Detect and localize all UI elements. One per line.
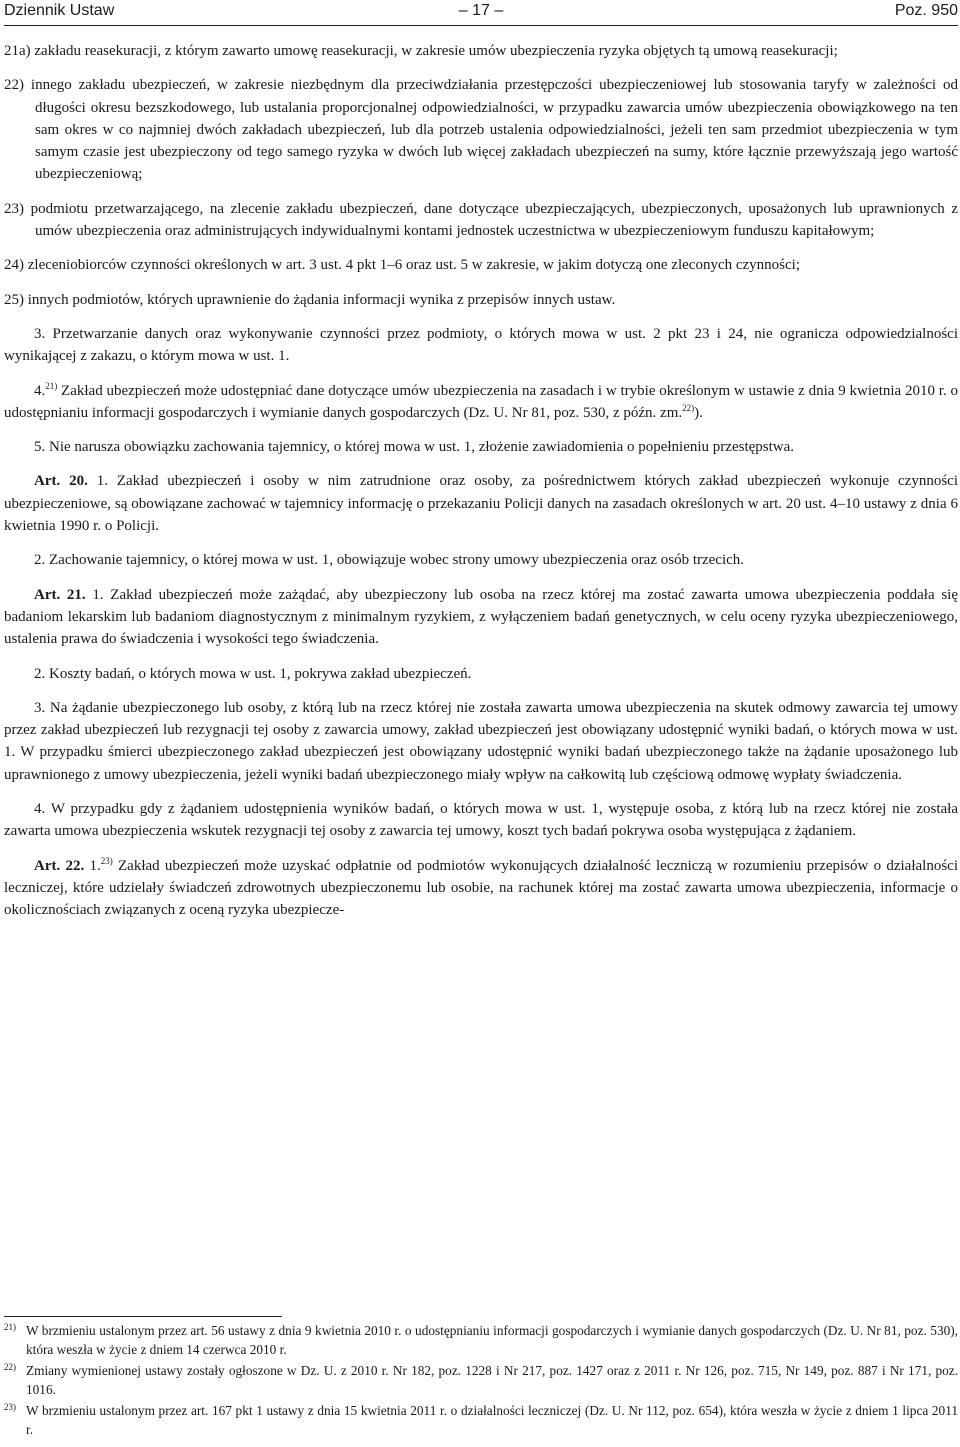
list-item-23: 23) podmiotu przetwarzającego, na zlecenie zakładu ubezpieczeń, dane dotyczące ubezpieczających, ubezpieczonych, uposażonych lub uprawnionych z umów ubezpieczenia oraz administrujących indywidualnymi kontami jednostek uczestnictwa w ubezpieczeniowym funduszu kapitałowym; — [4, 200, 958, 240]
footnotes — [4, 1322, 958, 1442]
article-22-number: 1. — [84, 857, 101, 874]
journal-name: Dziennik Ustaw — [4, 2, 115, 19]
paragraph-4 — [4, 380, 958, 425]
footnote-ref-23: 23) — [100, 855, 113, 866]
footnote-text: W brzmieniu ustalonym przez art. 167 pkt 1 ustawy z dnia 15 kwietnia 2011 r. o działalności leczniczej (Dz. U. Nr 112, poz. 654), która weszła w życie z dniem 1 lipca 2011 r. — [26, 1403, 958, 1437]
footnote-text: Zmiany wymienionej ustawy zostały ogłoszone w Dz. U. z 2010 r. Nr 182, poz. 1228 i Nr 217, poz. 1427 oraz z 2011 r. Nr 126, poz. 715, Nr 149, poz. 887 i Nr 171, poz. 1016. — [26, 1363, 958, 1397]
list-item-22: 22) innego zakładu ubezpieczeń, w zakresie niezbędnym dla przeciwdziałania przestępczości ubezpieczeniowej lub stosowania taryfy w zależności od długości okresu bezszkodowego, lub ustalania proporcjonalnej odpowiedzialności, w przypadku zawarcia umów ubezpieczenia obowiązkowego na ten sam okres w co najmniej dwóch zakładach ubezpieczeń, lub dla potrzeb ustalenia odpowiedzialności, jeżeli ten sam przedmiot ubezpieczenia w tym samym czasie jest ubezpieczony od tego samego ryzyka w dwóch lub więcej zakładach ubezpieczeń na sumy, które łącznie przewyższają jego wartość ubezpieczeniową; — [4, 77, 958, 183]
footnote-21: 21) W brzmieniu ustalonym przez art. 56 ustawy z dnia 9 kwietnia 2010 r. o udostępnianiu informacji gospodarczych i wymianie danych gospodarczych (Dz. U. Nr 81, poz. 530), która weszła w życie z dniem 14 czerwca 2010 r. — [4, 1322, 958, 1357]
article-20-label: Art. 20. — [34, 473, 88, 490]
footnote-22: 22) Zmiany wymienionej ustawy zostały ogłoszone w Dz. U. z 2010 r. Nr 182, poz. 1228 i Nr 217, poz. 1427 oraz z 2011 r. Nr 126, poz. 715, Nr 149, poz. 887 i Nr 171, poz. 1016. — [4, 1362, 958, 1397]
paragraph-4-end: ). — [694, 404, 703, 421]
paragraph-4-number: 4. — [34, 382, 46, 399]
list-item-21a: 21a) zakładu reasekuracji, z którym zawarto umowę reasekuracji, w zakresie umów ubezpieczenia ryzyka objętych tą umową reasekuracji; — [4, 43, 838, 59]
article-21-text: 1. Zakład ubezpieczeń może zażądać, aby ubezpieczony lub osoba na rzecz której ma zostać zawarta umowa ubezpieczenia poddała się badaniom lekarskim lub badaniom diagnostycznym z minimalnym ryzykiem, z wyłączeniem badań genetycznych, w celu oceny ryzyka ubezpieczeniowego, ustalenia prawa do świadczenia i wysokości tego świadczenia. — [4, 586, 958, 648]
article-20 — [4, 470, 958, 537]
paragraph-3: 3. Przetwarzanie danych oraz wykonywanie czynności przez podmioty, o których mowa w ust. 2 pkt 23 i 24, nie ogranicza odpowiedzialności wynikającej z zakazu, o którym mowa w ust. 1. — [4, 325, 958, 365]
paragraph-5: 5. Nie narusza obowiązku zachowania tajemnicy, o której mowa w ust. 1, złożenie zawiadomienia o popełnieniu przestępstwa. — [34, 439, 795, 456]
position-number: Poz. 950 — [894, 2, 958, 19]
footnote-ref-21: 21) — [45, 380, 58, 391]
paragraph-4-text: Zakład ubezpieczeń może udostępniać dane dotyczące umów ubezpieczenia na zasadach i w trybie określonym w ustawie z dnia 9 kwietnia 2010 r. o udostępnianiu informacji gospodarczych i wymianie danych gospodarczych (Dz. U. Nr 81, poz. 530, z późn. zm. — [4, 382, 958, 421]
article-20-paragraph-2: 2. Zachowanie tajemnicy, o której mowa w ust. 1, obowiązuje wobec strony umowy ubezpieczenia oraz osób trzecich. — [34, 552, 745, 569]
page-number: – 17 – — [458, 2, 504, 19]
article-21 — [4, 584, 958, 651]
article-22-label: Art. 22. — [34, 857, 85, 874]
article-20-text: 1. Zakład ubezpieczeń i osoby w nim zatrudnione oraz osoby, za pośrednictwem których zakład ubezpieczeń wykonuje czynności ubezpieczeniowe, są obowiązane zachować w tajemnicy informację o przekazaniu Policji danych na zasadach określonych w art. 20 ust. 4–10 ustawy z dnia 6 kwietnia 1990 r. o Policji. — [4, 473, 958, 535]
article-22-text: Zakład ubezpieczeń może uzyskać odpłatnie od podmiotów wykonujących działalność leczniczą w rozumieniu przepisów o działalności leczniczej, które udzielały świadczeń zdrowotnych ubezpieczonemu lub osobie, na rachunek której ma zostać zawarta umowa ubezpieczenia, informacje o okolicznościach związanych z oceną ryzyka ubezpiecze- — [4, 857, 958, 919]
footnote-ref-22: 22) — [682, 402, 695, 413]
document-body — [4, 40, 958, 934]
footnote-text: W brzmieniu ustalonym przez art. 56 ustawy z dnia 9 kwietnia 2010 r. o udostępnianiu informacji gospodarczych i wymianie danych gospodarczych (Dz. U. Nr 81, poz. 530), która weszła w życie z dniem 14 czerwca 2010 r. — [26, 1323, 958, 1357]
footnote-23: 23) W brzmieniu ustalonym przez art. 167 pkt 1 ustawy z dnia 15 kwietnia 2011 r. o działalności leczniczej (Dz. U. Nr 112, poz. 654), która weszła w życie z dniem 1 lipca 2011 r. — [4, 1402, 958, 1437]
article-21-paragraph-2: 2. Koszty badań, o których mowa w ust. 1, pokrywa zakład ubezpieczeń. — [34, 665, 472, 682]
page-header — [4, 0, 958, 24]
header-rule — [4, 25, 958, 26]
list-item-25: 25) innych podmiotów, których uprawnienie do żądania informacji wynika z przepisów innych ustaw. — [4, 291, 616, 308]
list-item-24: 24) zleceniobiorców czynności określonych w art. 3 ust. 4 pkt 1–6 oraz ust. 5 w zakresie, w jakim dotyczą one zleconych czynności; — [4, 257, 800, 274]
article-22 — [4, 855, 958, 922]
article-21-paragraph-3: 3. Na żądanie ubezpieczonego lub osoby, z którą lub na rzecz której nie została zawarta umowa ubezpieczenia na skutek odmowy zawarcia tej umowy przez zakład ubezpieczeń lub rezygnacji tej osoby z zawarcia umowy, zakład ubezpieczeń jest obowiązany udostępnić wyniki badań, o których mowa w ust. 1. W przypadku śmierci ubezpieczonego zakład ubezpieczeń jest obowiązany udostępnić wyniki badań ubezpieczonego także na żądanie uposażonego lub uprawnionego z umowy ubezpieczenia, jeżeli wyniki badań ubezpieczonego miały wpływ na całkowitą lub częściową odmowę wypłaty świadczenia. — [4, 699, 958, 783]
article-21-paragraph-4: 4. W przypadku gdy z żądaniem udostępnienia wyników badań, o których mowa w ust. 1, występuje osoba, z którą lub na rzecz której nie została zawarta umowa ubezpieczenia wskutek rezygnacji tej osoby z zawarcia tej umowy, koszt tych badań pokrywa osoba występująca z żądaniem. — [4, 801, 958, 840]
article-21-label: Art. 21. — [34, 586, 86, 603]
footnote-rule — [4, 1316, 282, 1317]
